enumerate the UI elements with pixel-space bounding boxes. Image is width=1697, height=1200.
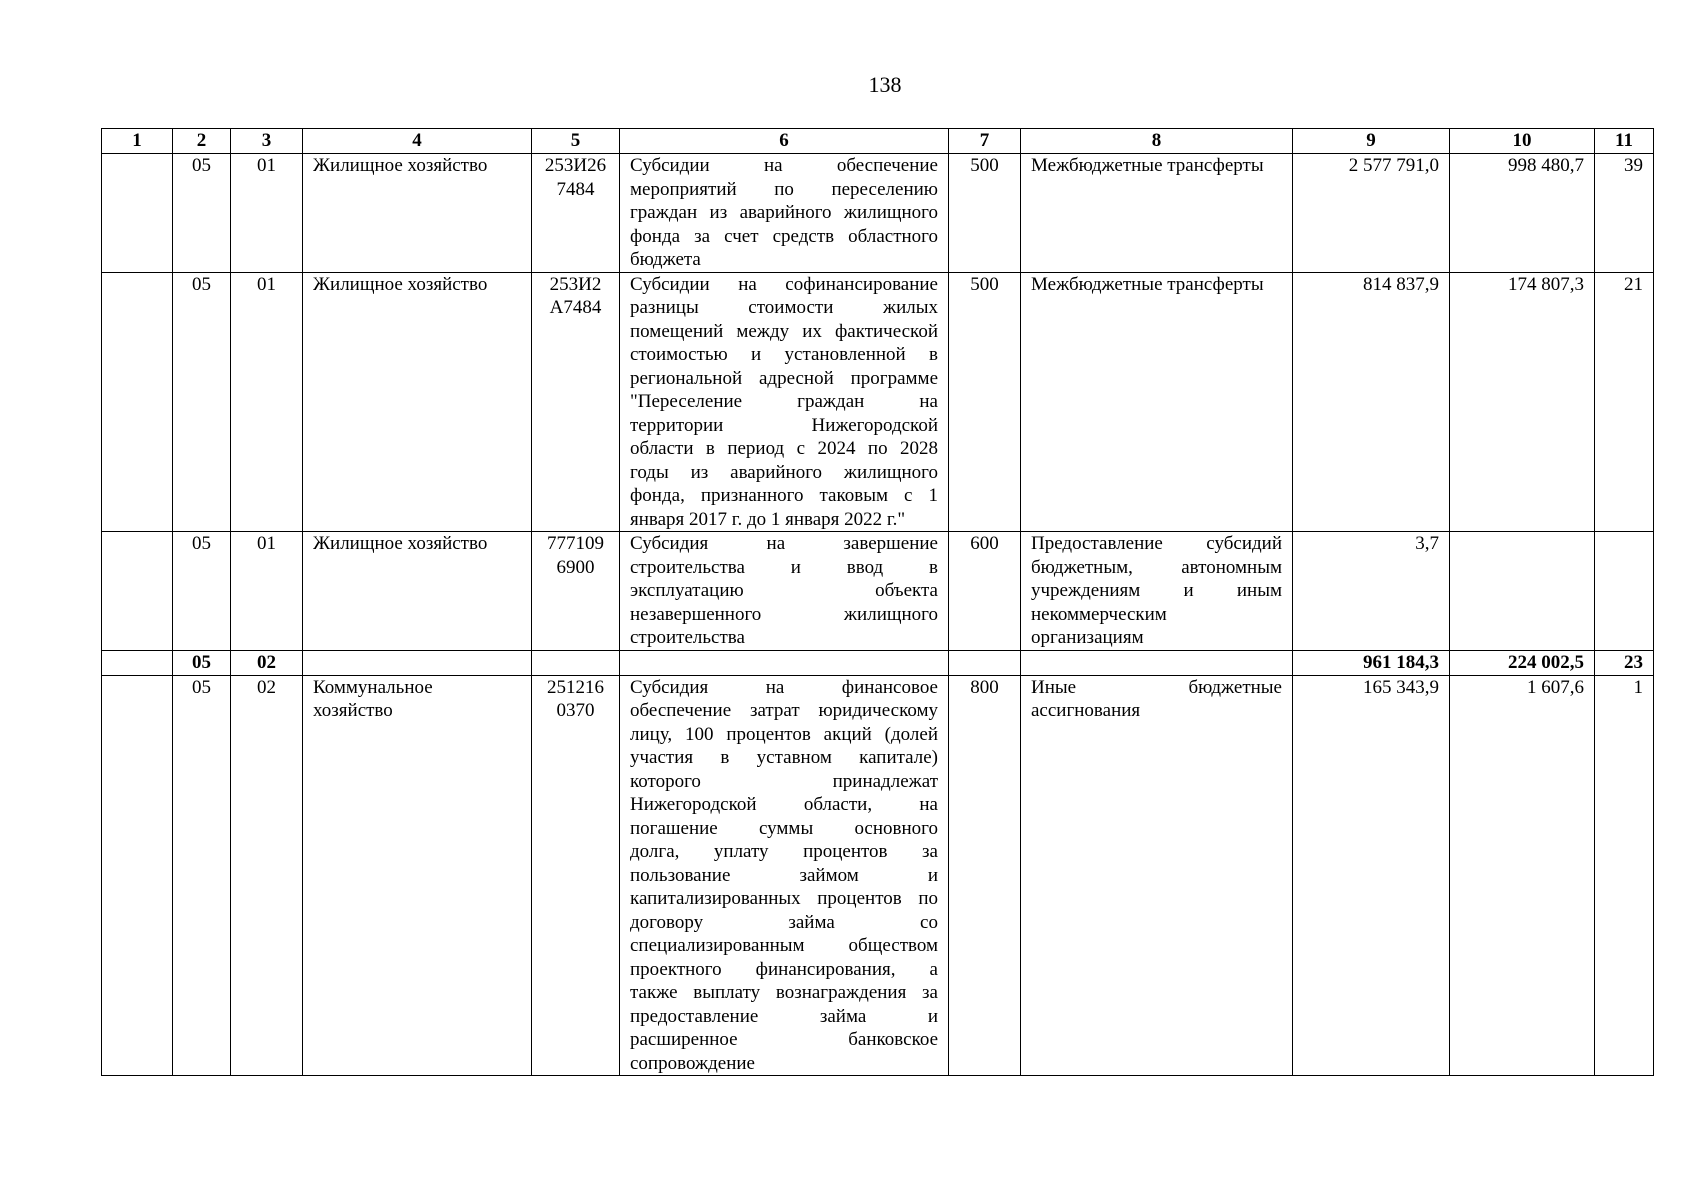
- cell-description: [620, 675, 949, 1076]
- cell-subsection: 02: [231, 675, 303, 1076]
- cell-percent: 21: [1595, 272, 1654, 532]
- code-part: 253И2: [549, 273, 602, 295]
- expense-name-line: некоммерческим: [1031, 603, 1167, 625]
- description-line: "Переселение граждан на: [630, 391, 938, 412]
- description-line: предоставление займа и: [630, 1005, 938, 1027]
- header-cell: 11: [1595, 129, 1654, 154]
- cell-col1: [102, 532, 173, 651]
- cell-section: 05: [173, 532, 231, 651]
- cell-expense-name: [1021, 675, 1293, 1076]
- expense-name-line: бюджетным, автономным: [1031, 556, 1282, 578]
- cell-subsection-name: [303, 675, 532, 1076]
- cell-subsection: 01: [231, 154, 303, 273]
- cell-target-code: [532, 154, 620, 273]
- description-line: января 2017 г. до 1 января 2022 г.": [630, 508, 906, 530]
- description-line: годы из аварийного жилищного: [630, 461, 938, 483]
- cell-expense-type: 500: [949, 154, 1021, 273]
- description-line: помещений между их фактической: [630, 320, 938, 342]
- description-line: незавершенного жилищного: [630, 603, 938, 625]
- description-line: строительства: [630, 627, 745, 648]
- expense-name-line: ассигнования: [1031, 700, 1141, 721]
- description-line: фонда, признанного таковым с 1: [630, 485, 938, 506]
- cell-expense-type: [949, 650, 1021, 675]
- budget-table: [101, 128, 1654, 1076]
- cell-description: [620, 650, 949, 675]
- cell-description: [620, 154, 949, 273]
- code-part: 777109: [547, 533, 604, 554]
- cell-percent: 1: [1595, 675, 1654, 1076]
- cell-subsection-name: Жилищное хозяйство: [303, 532, 532, 651]
- description-line: бюджета: [630, 249, 701, 270]
- code-part: А7484: [549, 297, 602, 318]
- cell-section: 05: [173, 272, 231, 532]
- expense-name-line: организациям: [1031, 627, 1144, 648]
- table-row: [102, 272, 1654, 532]
- description-line: Нижегородской области, на: [630, 794, 938, 815]
- code-part: 253И26: [544, 155, 607, 176]
- header-cell: 8: [1021, 129, 1293, 154]
- cell-amount: 2 577 791,0: [1293, 154, 1450, 273]
- description-line: граждан из аварийного жилищного: [630, 202, 938, 223]
- description-line: капитализированных процентов по: [630, 888, 938, 909]
- cell-col1: [102, 272, 173, 532]
- code-part: 6900: [556, 556, 595, 578]
- description-line: также выплату вознаграждения за: [630, 982, 938, 1003]
- cell-subsection: 02: [231, 650, 303, 675]
- description-line: области в период с 2024 по 2028: [630, 438, 938, 459]
- description-line: фонда за счет средств областного: [630, 225, 938, 247]
- cell-description: [620, 532, 949, 651]
- cell-amount: 961 184,3: [1293, 650, 1450, 675]
- cell-amount: 224 002,5: [1450, 650, 1595, 675]
- description-line: погашение суммы основного: [630, 817, 938, 839]
- description-line: договору займа со: [630, 911, 938, 933]
- cell-target-code: [532, 272, 620, 532]
- cell-col1: [102, 154, 173, 273]
- cell-amount: 814 837,9: [1293, 272, 1450, 532]
- cell-amount: 174 807,3: [1450, 272, 1595, 532]
- cell-expense-name: [1021, 650, 1293, 675]
- subsection-name-part: Коммунальное: [313, 676, 433, 698]
- header-cell: 6: [620, 129, 949, 154]
- description-line: эксплуатацию объекта: [630, 580, 938, 601]
- cell-section: 05: [173, 650, 231, 675]
- table-row: [102, 532, 1654, 651]
- cell-expense-name: [1021, 532, 1293, 651]
- description-line: территории Нижегородской: [630, 414, 938, 436]
- cell-target-code: [532, 650, 620, 675]
- description-line: участия в уставном капитале): [630, 747, 938, 768]
- cell-percent: 23: [1595, 650, 1654, 675]
- description-line: пользование займом и: [630, 864, 938, 886]
- cell-percent: 39: [1595, 154, 1654, 273]
- cell-subsection-name: Жилищное хозяйство: [303, 154, 532, 273]
- expense-name-line: Межбюджетные трансферты: [1031, 273, 1264, 295]
- code-part: 7484: [556, 178, 595, 200]
- description-line: разницы стоимости жилых: [630, 297, 938, 318]
- cell-amount: 3,7: [1293, 532, 1450, 651]
- description-line: лицу, 100 процентов акций (долей: [630, 723, 938, 745]
- header-cell: 5: [532, 129, 620, 154]
- cell-expense-name: [1021, 154, 1293, 273]
- cell-description: [620, 272, 949, 532]
- code-part: 251216: [547, 676, 604, 698]
- description-line: стоимостью и установленной в: [630, 344, 938, 365]
- cell-expense-type: 800: [949, 675, 1021, 1076]
- expense-name-line: Иные бюджетные: [1031, 676, 1282, 698]
- description-line: региональной адресной программе: [630, 367, 938, 389]
- description-line: долга, уплату процентов за: [630, 841, 938, 862]
- cell-col1: [102, 650, 173, 675]
- description-line: мероприятий по переселению: [630, 178, 938, 200]
- description-line: Субсидия на завершение: [630, 533, 938, 554]
- expense-name-line: учреждениям и иным: [1031, 580, 1282, 601]
- cell-subsection: 01: [231, 532, 303, 651]
- description-line: обеспечение затрат юридическому: [630, 700, 938, 721]
- cell-subsection-name: Жилищное хозяйство: [303, 272, 532, 532]
- cell-expense-type: 500: [949, 272, 1021, 532]
- cell-amount: 165 343,9: [1293, 675, 1450, 1076]
- header-cell: 2: [173, 129, 231, 154]
- cell-subsection: 01: [231, 272, 303, 532]
- subtotal-row: [102, 650, 1654, 675]
- header-cell: 3: [231, 129, 303, 154]
- cell-section: 05: [173, 154, 231, 273]
- cell-col1: [102, 675, 173, 1076]
- description-line: которого принадлежат: [630, 770, 938, 792]
- description-line: Субсидия на финансовое: [630, 676, 938, 698]
- subsection-name-part: хозяйство: [313, 700, 393, 721]
- header-cell: 1: [102, 129, 173, 154]
- cell-section: 05: [173, 675, 231, 1076]
- table-row: [102, 675, 1654, 1076]
- description-line: расширенное банковское: [630, 1029, 938, 1050]
- header-cell: 10: [1450, 129, 1595, 154]
- description-line: специализированным обществом: [630, 935, 938, 956]
- description-line: Субсидии на софинансирование: [630, 273, 938, 295]
- header-cell: 4: [303, 129, 532, 154]
- header-cell: 7: [949, 129, 1021, 154]
- expense-name-line: Межбюджетные трансферты: [1031, 155, 1264, 176]
- cell-percent: [1595, 532, 1654, 651]
- description-line: строительства и ввод в: [630, 556, 938, 578]
- cell-subsection-name: [303, 650, 532, 675]
- expense-name-line: Предоставление субсидий: [1031, 533, 1282, 554]
- description-line: проектного финансирования, а: [630, 958, 938, 980]
- page-number: 138: [868, 72, 902, 97]
- cell-expense-name: [1021, 272, 1293, 532]
- header-row: [102, 129, 1654, 154]
- table-row: [102, 154, 1654, 273]
- cell-expense-type: 600: [949, 532, 1021, 651]
- description-line: сопровождение: [630, 1052, 755, 1074]
- description-line: Субсидии на обеспечение: [630, 155, 938, 176]
- cell-target-code: [532, 532, 620, 651]
- cell-amount: [1450, 532, 1595, 651]
- header-cell: 9: [1293, 129, 1450, 154]
- cell-amount: 998 480,7: [1450, 154, 1595, 273]
- cell-target-code: [532, 675, 620, 1076]
- cell-amount: 1 607,6: [1450, 675, 1595, 1076]
- code-part: 0370: [556, 700, 595, 721]
